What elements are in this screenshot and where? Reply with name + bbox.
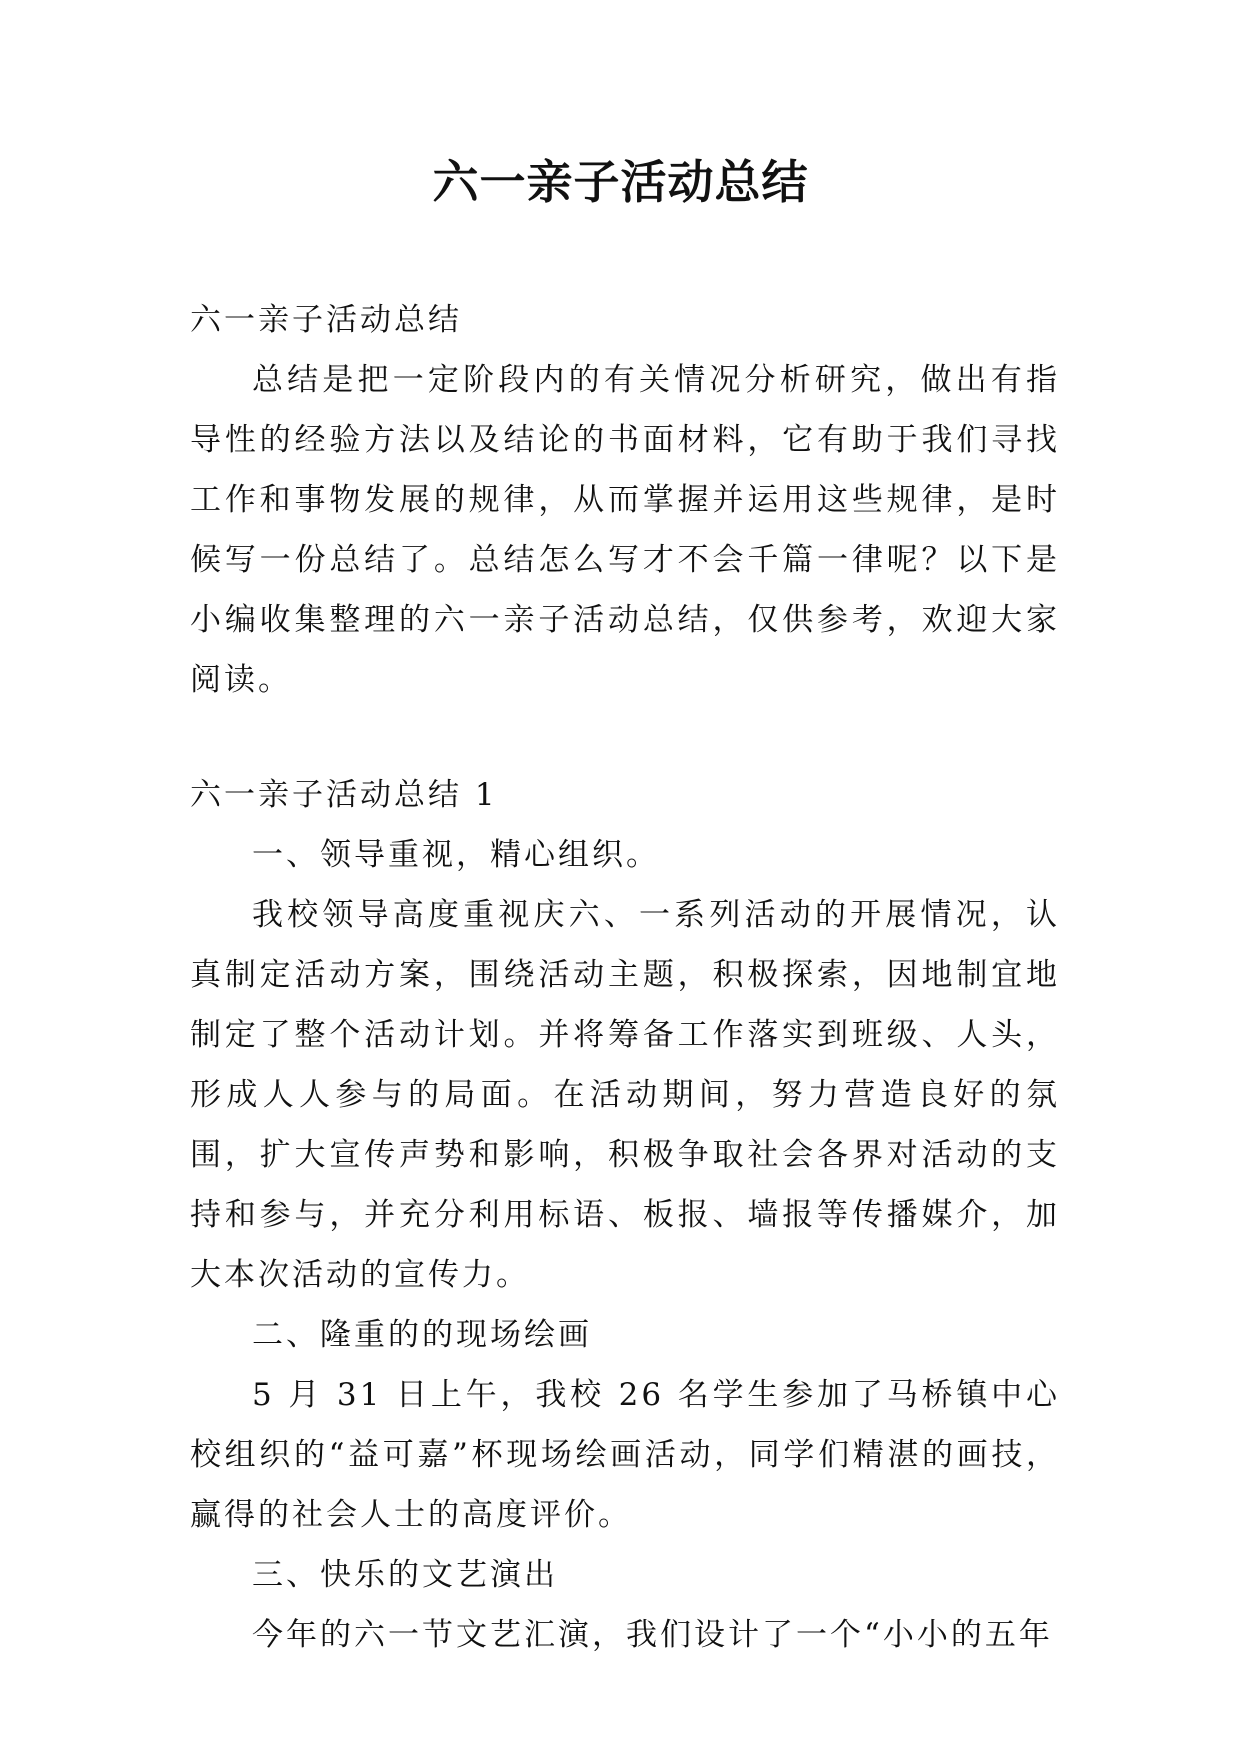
document-title: 六一亲子活动总结 <box>432 155 809 209</box>
intro-paragraph: 总结是把一定阶段内的有关情况分析研究，做出有指导性的经验方法以及结论的书面材料，它有助于我们寻找工作和事物发展的规律，从而掌握并运用这些规律，是时候写一份总结了。总结怎么写才不会千篇一律呢？以下是小编收集整理的六一亲子活动总结，仅供参考，欢迎大家阅读。 <box>190 362 1060 698</box>
point-paragraph: 我校领导高度重视庆六、一系列活动的开展情况，认真制定活动方案，围绕活动主题，积极探索，因地制宜地制定了整个活动计划。并将筹备工作落实到班级、人头，形成人人参与的局面。在活动期间，努力营造良好的氛围，扩大宣传声势和影响，积极争取社会各界对活动的支持和参与，并充分利用标语、板报、墙报等传播媒介，加大本次活动的宣传力。 <box>190 897 1060 1293</box>
point-paragraph: 今年的六一节文艺汇演，我们设计了一个“小小的五年 <box>252 1617 1053 1653</box>
document-body <box>190 290 1060 1665</box>
point-paragraph: 5 月 31 日上午，我校 26 名学生参加了马桥镇中心校组织的“益可嘉”杯现场绘画活动，同学们精湛的画技，赢得的社会人士的高度评价。 <box>190 1377 1060 1533</box>
point-heading: 二、隆重的的现场绘画 <box>252 1317 592 1353</box>
intro-heading: 六一亲子活动总结 <box>190 302 462 338</box>
section-heading: 六一亲子活动总结 1 <box>190 777 498 813</box>
point-heading: 三、快乐的文艺演出 <box>252 1557 558 1593</box>
point-heading: 一、领导重视，精心组织。 <box>252 837 660 873</box>
